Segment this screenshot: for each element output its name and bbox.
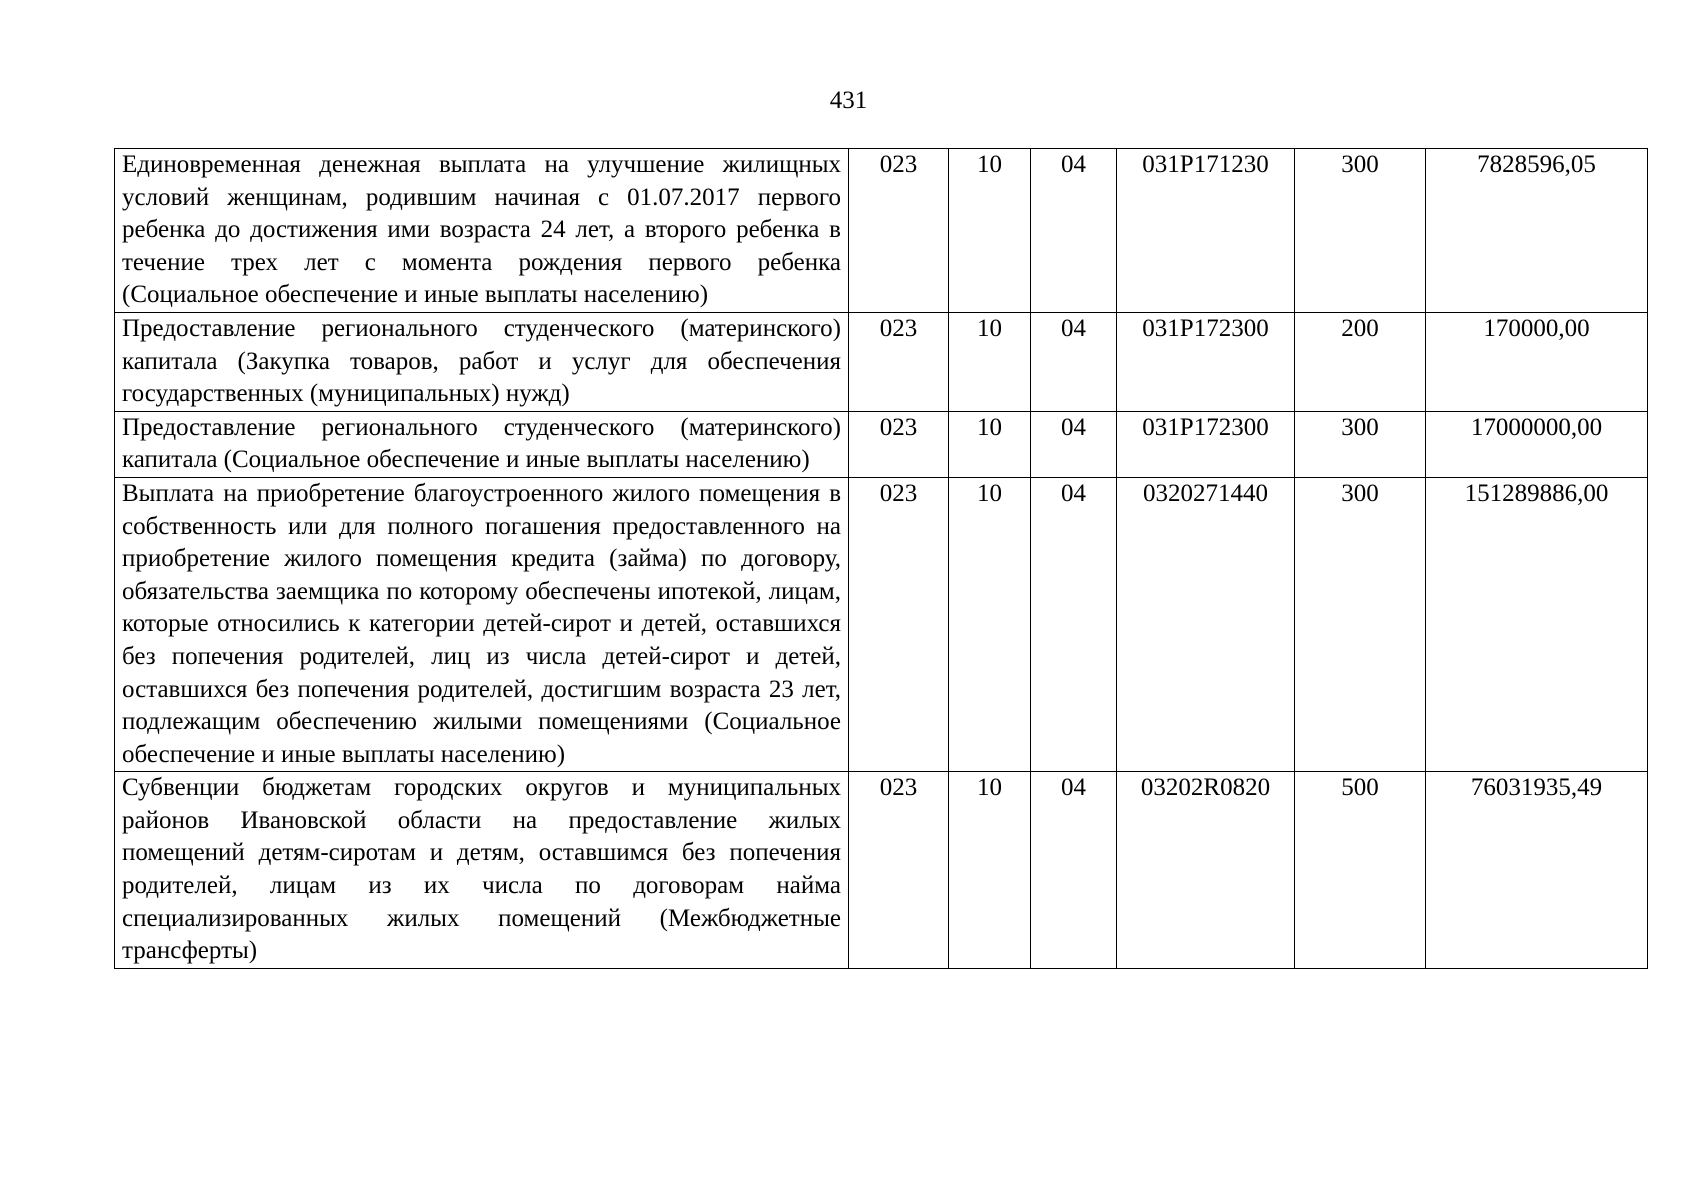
expense-type-code: 300 (1295, 477, 1426, 771)
table-row (115, 477, 1648, 771)
amount: 170000,00 (1426, 312, 1648, 411)
expense-type-code: 300 (1295, 411, 1426, 477)
subsection-code: 04 (1031, 411, 1117, 477)
section-code: 10 (949, 411, 1031, 477)
row-description: Субвенции бюджетам городских округов и муниципальных районов Ивановской области на предоставление жилых помещений детям-сиротам и детям, оставшимся без попечения родителей, лицам из их числа по договорам найма специализированных жилых помещений (Межбюджетные трансферты) (115, 772, 849, 969)
amount: 17000000,00 (1426, 411, 1648, 477)
amount: 76031935,49 (1426, 772, 1648, 969)
subsection-code: 04 (1031, 477, 1117, 771)
target-article-code: 03202R0820 (1117, 772, 1295, 969)
table-row (115, 772, 1648, 969)
amount: 151289886,00 (1426, 477, 1648, 771)
target-article-code: 031P171230 (1117, 149, 1295, 313)
ministry-code: 023 (849, 477, 949, 771)
row-description: Предоставление регионального студенческого (материнского) капитала (Закупка товаров, работ и услуг для обеспечения государственных (муниципальных) нужд) (115, 312, 849, 411)
expense-type-code: 500 (1295, 772, 1426, 969)
target-article-code: 031P172300 (1117, 411, 1295, 477)
page-number: 431 (829, 87, 868, 114)
section-code: 10 (949, 772, 1031, 969)
row-description: Единовременная денежная выплата на улучшение жилищных условий женщинам, родившим начиная с 01.07.2017 первого ребенка до достижения ими возраста 24 лет, а второго ребенка в течение трех лет с момента рождения первого ребенка (Социальное обеспечение и иные выплаты населению) (115, 149, 849, 313)
subsection-code: 04 (1031, 772, 1117, 969)
target-article-code: 0320271440 (1117, 477, 1295, 771)
section-code: 10 (949, 477, 1031, 771)
subsection-code: 04 (1031, 149, 1117, 313)
expense-type-code: 300 (1295, 149, 1426, 313)
ministry-code: 023 (849, 772, 949, 969)
table-row (115, 312, 1648, 411)
section-code: 10 (949, 312, 1031, 411)
subsection-code: 04 (1031, 312, 1117, 411)
target-article-code: 031P172300 (1117, 312, 1295, 411)
budget-table (114, 148, 1648, 969)
ministry-code: 023 (849, 312, 949, 411)
row-description: Предоставление регионального студенческого (материнского) капитала (Социальное обеспечение и иные выплаты населению) (115, 411, 849, 477)
section-code: 10 (949, 149, 1031, 313)
table-row (115, 149, 1648, 313)
row-description: Выплата на приобретение благоустроенного жилого помещения в собственность или для полного погашения предоставленного на приобретение жилого помещения кредита (займа) по договору, обязательства заемщика по которому обеспечены ипотекой, лицам, которые относились к категории детей-сирот и детей, оставшихся без попечения родителей, лиц из числа детей-сирот и детей, оставшихся без попечения родителей, достигшим возраста 23 лет, подлежащим обеспечению жилыми помещениями (Социальное обеспечение и иные выплаты населению) (115, 477, 849, 771)
expense-type-code: 200 (1295, 312, 1426, 411)
amount: 7828596,05 (1426, 149, 1648, 313)
ministry-code: 023 (849, 411, 949, 477)
table-row (115, 411, 1648, 477)
ministry-code: 023 (849, 149, 949, 313)
